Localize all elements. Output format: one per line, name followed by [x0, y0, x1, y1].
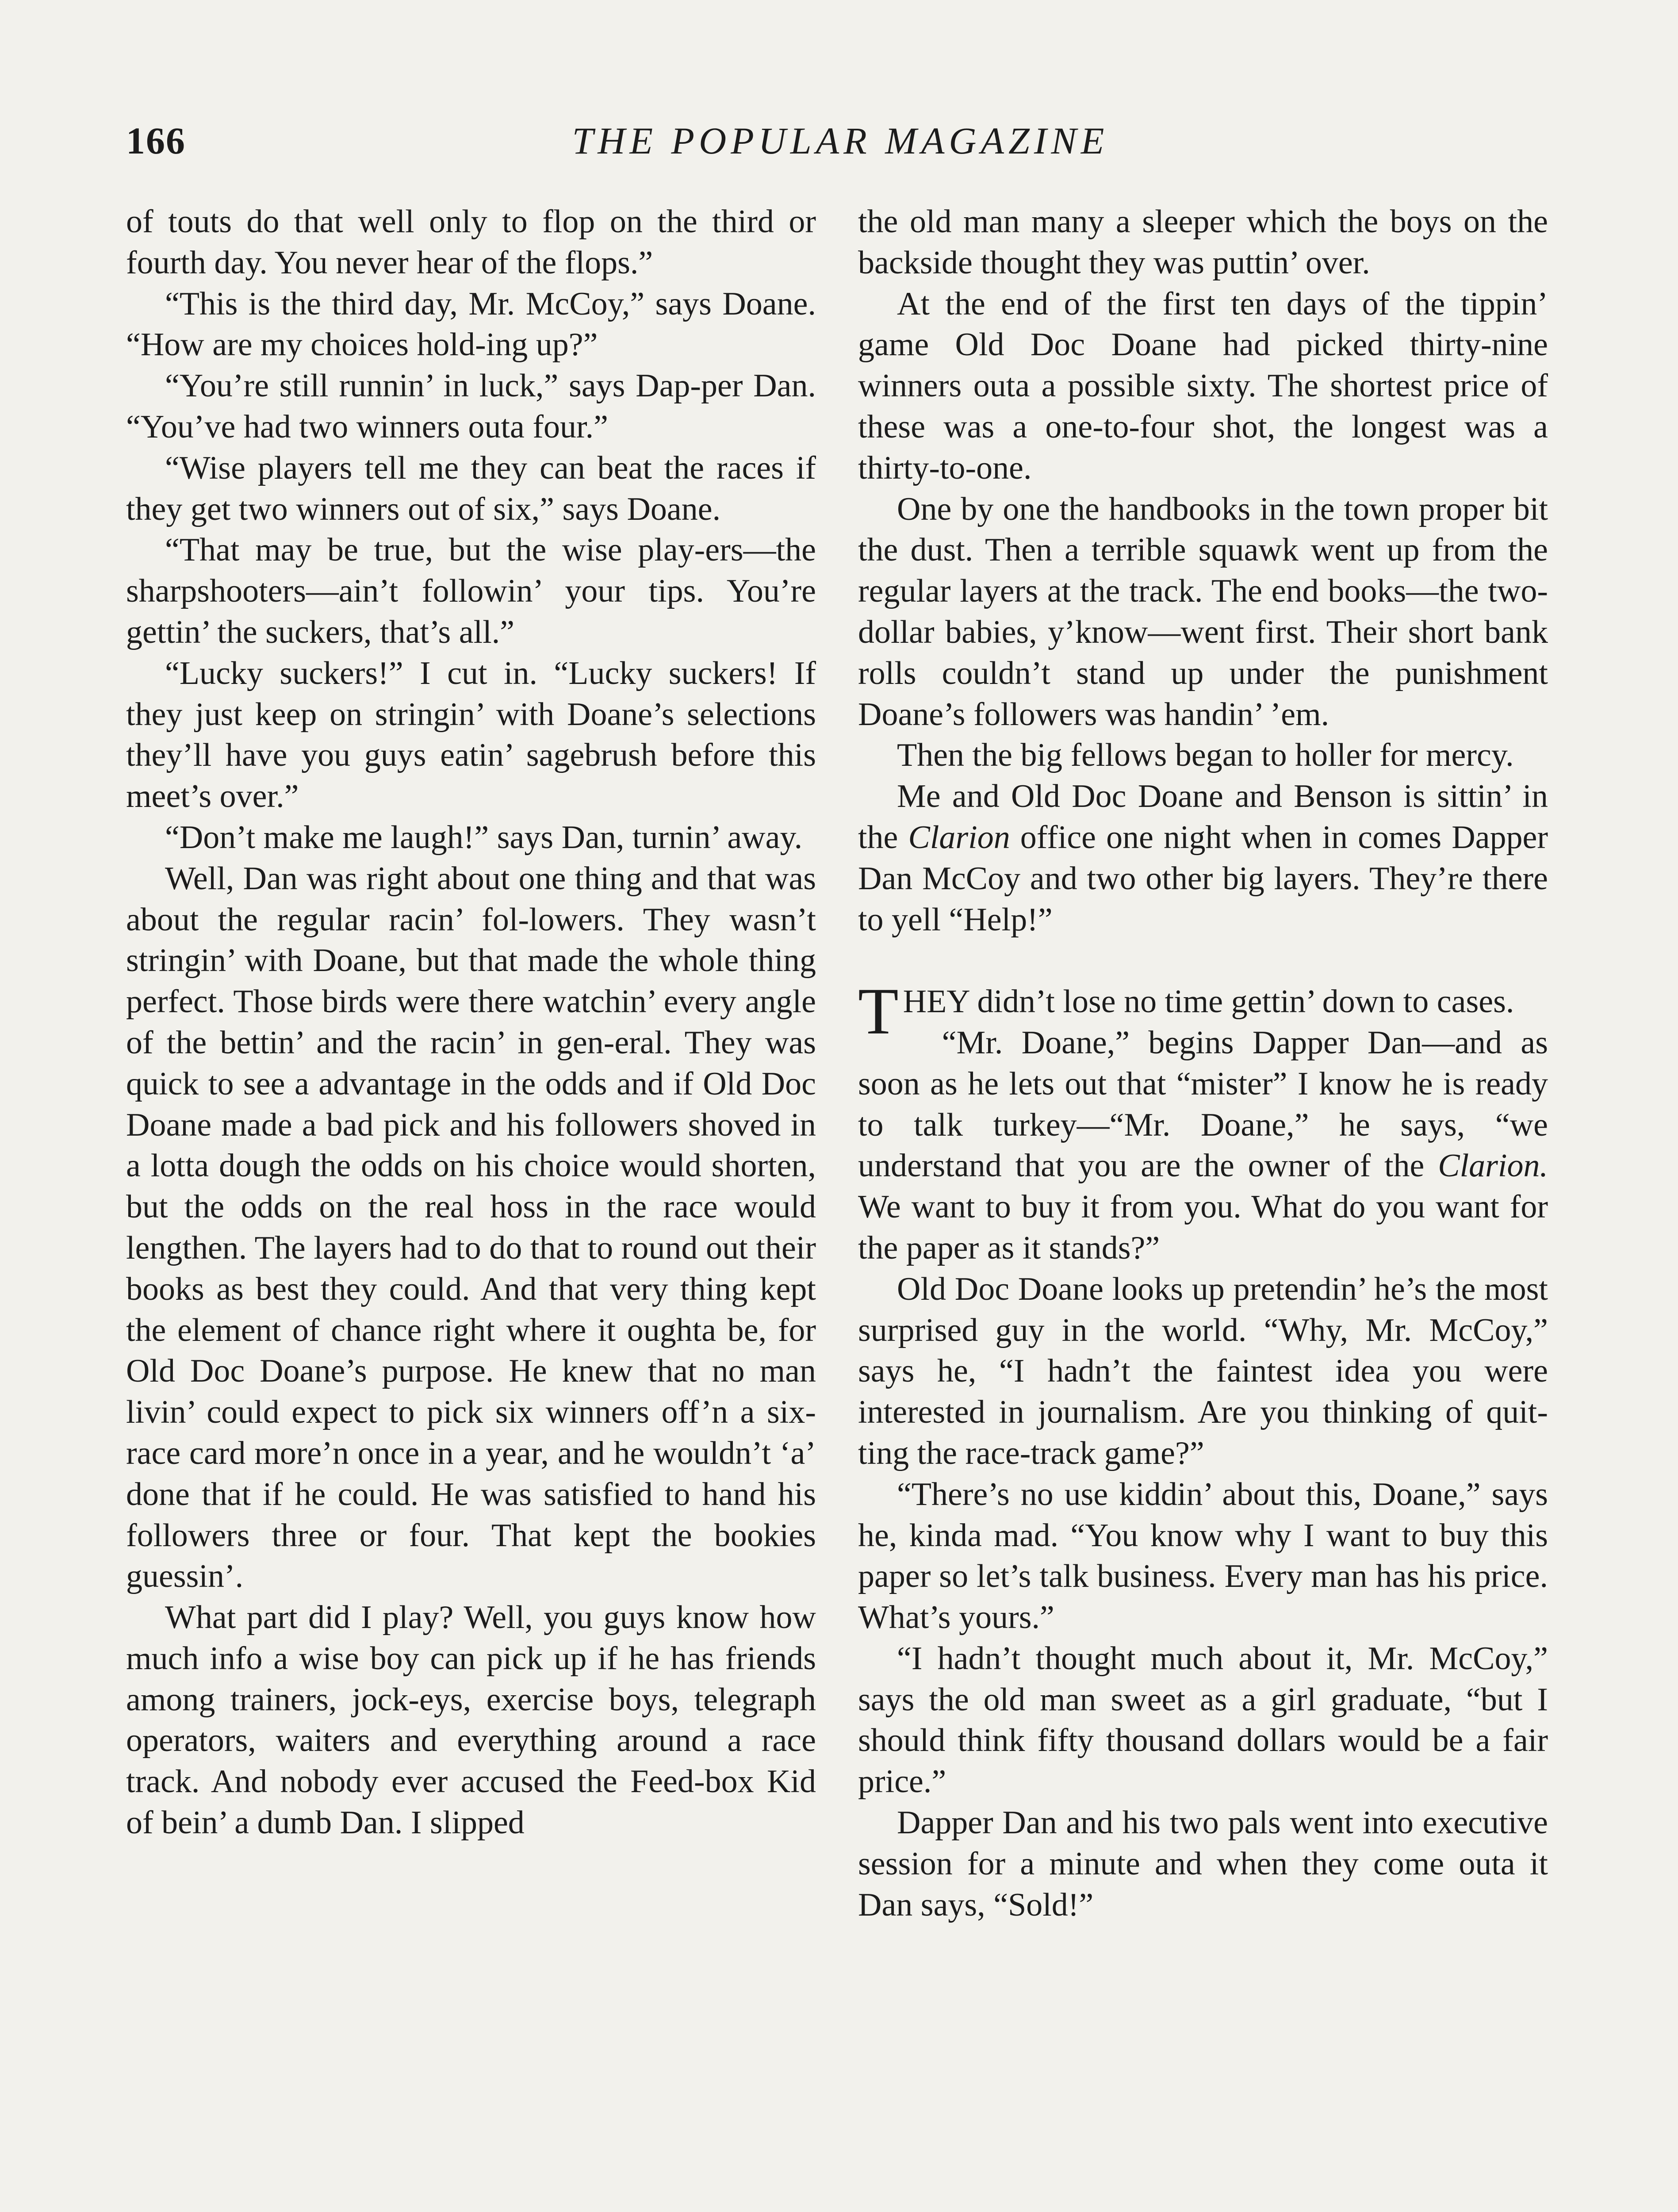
paragraph: What part did I play? Well, you guys know how much info a wise boy can pick up if he has friends among trainers, jock-eys, exercise boys, telegraph operators, waiters and everything around a race track. And nobody ever accused the Feed-box Kid of bein’ a dumb Dan. I slipped	[126, 1599, 816, 1841]
text-run: “Mr. Doane,” begins Dapper Dan—and as soon as he lets out that “mister” I know he is ready to talk turkey—“Mr. Doane,” he says, “we understand that you are the owner of the	[858, 1024, 1548, 1184]
paragraph: “That may be true, but the wise play-ers—the sharpshooters—ain’t followin’ your tips. You’re gettin’ the suckers, that’s all.”	[126, 532, 816, 650]
paragraph: At the end of the first ten days of the tippin’ game Old Doc Doane had picked thirty-nine winners outa a possible sixty. The shortest price of these was a one-to-four shot, the longest was a thirty-to-one.	[858, 285, 1548, 486]
paragraph: “There’s no use kiddin’ about this, Doane,” says he, kinda mad. “You know why I want to buy this paper so let’s talk business. Every man has his price. What’s yours.”	[858, 1476, 1548, 1636]
paragraph: “Lucky suckers!” I cut in. “Lucky suckers! If they just keep on stringin’ with Doane’s selections they’ll have you guys eatin’ sagebrush before this meet’s over.”	[126, 655, 816, 815]
paragraph: “You’re still runnin’ in luck,” says Dap-per Dan. “You’ve had two winners outa four.”	[126, 368, 816, 445]
page-header	[126, 111, 1555, 177]
paragraph: “This is the third day, Mr. McCoy,” says Doane. “How are my choices hold-ing up?”	[126, 285, 816, 363]
text-run: HEY didn’t lose no time gettin’ down to cases.	[903, 983, 1514, 1020]
paragraph: “Don’t make me laugh!” says Dan, turnin’ away.	[165, 819, 803, 856]
left-column	[126, 201, 816, 1843]
page-number: 166	[126, 119, 186, 162]
running-head-title: THE POPULAR MAGAZINE	[572, 119, 1109, 162]
newspaper-name: Clarion.	[1438, 1148, 1548, 1184]
text-run: Me and Old Doc Doane and Benson is sittin’ in the	[858, 778, 1548, 856]
drop-cap: T	[858, 975, 899, 1048]
paragraph: the old man many a sleeper which the boys on the backside thought they was puttin’ over.	[858, 204, 1548, 281]
right-column	[858, 201, 1548, 1925]
paragraph: of touts do that well only to flop on the third or fourth day. You never hear of the flops.”	[126, 204, 816, 281]
text-run: office one night when in comes Dapper Dan McCoy and two other big layers. They’re there to yell “Help!”	[858, 819, 1548, 938]
paragraph: Old Doc Doane looks up pretendin’ he’s the most surprised guy in the world. “Why, Mr. McCoy,” says he, “I hadn’t the faintest idea you were interested in journalism. Are you thinking of quit-ting the race-track game?”	[858, 1271, 1548, 1471]
paragraph: “Wise players tell me they can beat the races if they get two winners out of six,” says Doane.	[126, 449, 816, 527]
newspaper-name: Clarion	[908, 819, 1010, 856]
paragraph: “I hadn’t thought much about it, Mr. McCoy,” says the old man sweet as a girl graduate, “but I should think fifty thousand dollars would be a fair price.”	[858, 1640, 1548, 1800]
paragraph-owner-question	[858, 1022, 1548, 1269]
section-opening-paragraph	[858, 975, 1548, 1048]
paragraph: Well, Dan was right about one thing and that was about the regular racin’ fol-lowers. They wasn’t stringin’ with Doane, but that made the whole thing perfect. Those birds were there watchin’ every angle of the bettin’ and the racin’ in gen-eral. They was quick to see a advantage in the odds and if Old Doc Doane made a bad pick and his followers shoved in a lotta dough the odds on his choice would shorten, but the odds on the real hoss in the race would lengthen. The layers had to do that to round out their books as best they could. And that very thing kept the element of chance right where it oughta be, for Old Doc Doane’s purpose. He knew that no man livin’ could expect to pick six winners off’n a six-race card more’n once in a year, and he wouldn’t ‘a’ done that if he could. He was satisfied to hand his followers three or four. That kept the bookies guessin’.	[126, 860, 816, 1595]
paragraph-clarion-office	[858, 776, 1548, 940]
paragraph: One by one the handbooks in the town proper bit the dust. Then a terrible squawk went up from the regular layers at the track. The end books—the two-dollar babies, y’know—went first. Their short bank rolls couldn’t stand up under the punishment Doane’s followers was handin’ ’em.	[858, 491, 1548, 733]
paragraph: Dapper Dan and his two pals went into executive session for a minute and when they come outa it Dan says, “Sold!”	[858, 1805, 1548, 1923]
paragraph: Then the big fellows began to holler for mercy.	[897, 737, 1514, 774]
text-run: We want to buy it from you. What do you want for the paper as it stands?”	[858, 1189, 1548, 1266]
